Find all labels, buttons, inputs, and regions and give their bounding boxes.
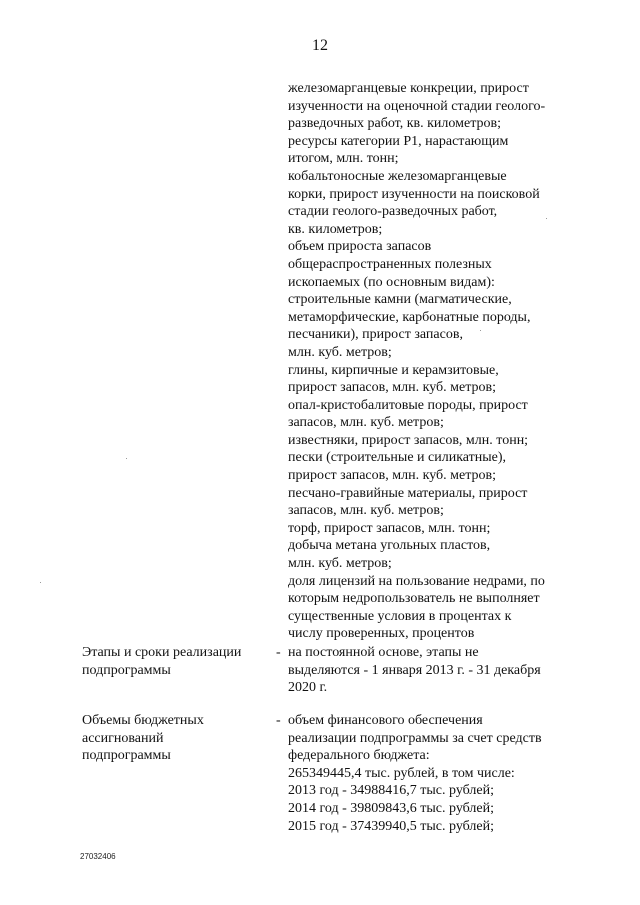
stages-dash: -	[276, 645, 281, 660]
indicator-line: разведочных работ, кв. километров;	[288, 116, 502, 132]
budget-value	[288, 712, 542, 835]
stages-value-line: 2020 г.	[288, 680, 328, 696]
budget-label-line: ассигнований	[82, 730, 164, 746]
indicator-line: прирост запасов, млн. куб. метров;	[288, 380, 496, 396]
scan-speck	[480, 330, 481, 331]
scan-speck	[126, 458, 127, 459]
stages-value	[288, 644, 541, 697]
indicator-line: метаморфические, карбонатные породы,	[288, 309, 531, 325]
budget-label-line: подпрограммы	[82, 748, 171, 764]
indicator-line: глины, кирпичные и керамзитовые,	[288, 362, 499, 378]
budget-value-line: федерального бюджета:	[288, 748, 430, 764]
stages-value-line: на постоянной основе, этапы не	[288, 645, 479, 660]
stages-label-line: подпрограммы	[82, 662, 171, 678]
indicator-line: общераспространенных полезных	[288, 256, 492, 272]
indicator-line: песчано-гравийные материалы, прирост	[288, 485, 528, 501]
indicator-line: строительные камни (магматические,	[288, 292, 512, 308]
indicator-line: опал-кристобалитовые породы, прирост	[288, 397, 528, 413]
indicator-line: пески (строительные и силикатные),	[288, 450, 507, 466]
indicator-line: стадии геолого-разведочных работ,	[288, 204, 498, 220]
indicator-line: корки, прирост изученности на поисковой	[288, 186, 540, 202]
indicator-line: объем прироста запасов	[288, 239, 432, 255]
budget-value-line: 2014 год - 39809843,6 тыс. рублей;	[288, 800, 495, 816]
footer-code: 27032406	[80, 852, 116, 861]
stages-value-line: выделяются - 1 января 2013 г. - 31 декабря	[288, 662, 541, 678]
indicator-line: песчаники), прирост запасов,	[288, 327, 463, 343]
indicator-line: кобальтоносные железомарганцевые	[288, 168, 507, 184]
budget-label-line: Объемы бюджетных	[82, 713, 204, 728]
indicator-line: существенные условия в процентах к	[288, 608, 512, 624]
indicator-line: кв. километров;	[288, 221, 383, 237]
indicator-line: запасов, млн. куб. метров;	[288, 415, 444, 431]
indicator-line: которым недропользователь не выполняет	[288, 591, 540, 607]
page-number: 12	[312, 37, 328, 54]
scan-speck	[40, 582, 41, 583]
stages-label	[82, 644, 241, 679]
indicator-line: млн. куб. метров;	[288, 556, 392, 572]
budget-value-line: 2015 год - 37439940,5 тыс. рублей;	[288, 818, 495, 834]
indicator-line: числу проверенных, процентов	[288, 626, 475, 642]
indicator-line: торф, прирост запасов, млн. тонн;	[288, 520, 491, 536]
budget-value-line: объем финансового обеспечения	[288, 713, 483, 728]
indicators-text	[288, 80, 588, 643]
budget-label	[82, 712, 204, 765]
indicator-line: запасов, млн. куб. метров;	[288, 503, 444, 519]
indicator-line: итогом, млн. тонн;	[288, 151, 399, 167]
indicator-line: прирост запасов, млн. куб. метров;	[288, 468, 496, 484]
indicator-line: ископаемых (по основным видам):	[288, 274, 495, 290]
scan-speck	[546, 218, 547, 219]
indicator-line: доля лицензий на пользование недрами, по	[288, 573, 545, 589]
budget-value-line: 265349445,4 тыс. рублей, в том числе:	[288, 765, 515, 781]
stages-label-line: Этапы и сроки реализации	[82, 645, 242, 660]
indicator-line: добыча метана угольных пластов,	[288, 538, 491, 554]
indicator-line: железомарганцевые конкреции, прирост	[288, 81, 529, 96]
indicator-line: известняки, прирост запасов, млн. тонн;	[288, 432, 529, 448]
budget-dash: -	[276, 713, 281, 728]
indicator-line: ресурсы категории Р1, нарастающим	[288, 133, 509, 149]
budget-value-line: 2013 год - 34988416,7 тыс. рублей;	[288, 783, 495, 799]
budget-value-line: реализации подпрограммы за счет средств	[288, 730, 542, 746]
indicator-line: млн. куб. метров;	[288, 344, 392, 360]
indicator-line: изученности на оценочной стадии геолого-	[288, 98, 546, 114]
